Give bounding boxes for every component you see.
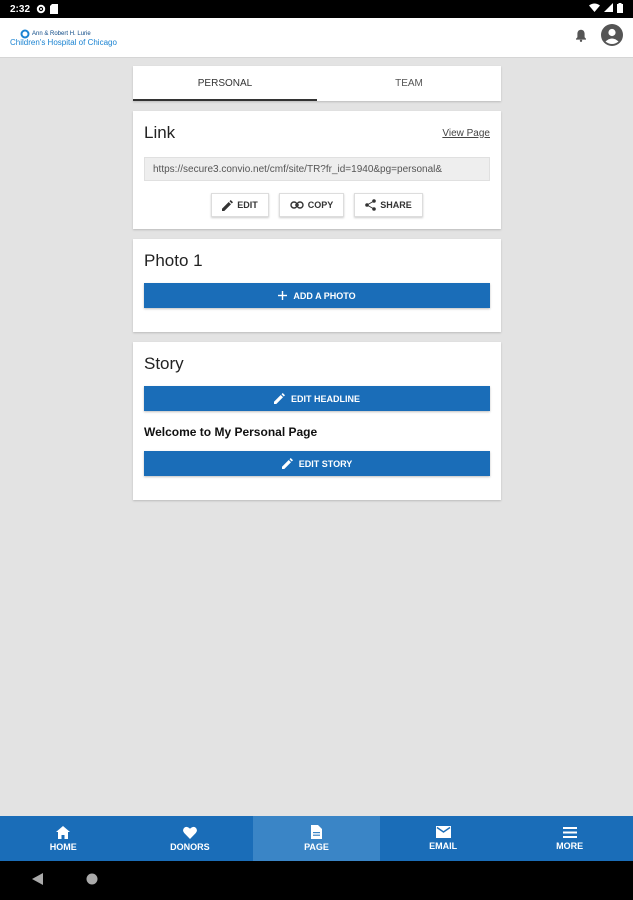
bottom-navigation — [0, 816, 633, 861]
pencil-icon — [274, 393, 285, 404]
photo-card-title: Photo 1 — [144, 251, 203, 270]
link-icon — [290, 201, 304, 209]
menu-icon — [563, 827, 577, 838]
link-card — [133, 111, 501, 229]
signal-icon — [604, 3, 613, 15]
nav-donors[interactable] — [127, 816, 254, 861]
pencil-icon — [282, 458, 293, 469]
edit-link-label: EDIT — [237, 200, 258, 210]
tab-personal[interactable]: PERSONAL — [133, 66, 317, 101]
edit-story-label: EDIT STORY — [298, 458, 353, 469]
heart-icon — [183, 826, 197, 839]
logo-line-1: Ann & Robert H. Lurie — [32, 30, 91, 37]
story-card-title: Story — [144, 354, 184, 373]
status-time: 2:32 — [10, 3, 31, 15]
nav-home-label: HOME — [49, 841, 77, 852]
battery-icon — [617, 3, 623, 16]
add-photo-button[interactable] — [144, 283, 490, 308]
main-content — [133, 66, 501, 500]
back-icon[interactable] — [32, 872, 44, 890]
link-card-title: Link — [144, 123, 176, 142]
email-icon — [436, 826, 451, 838]
nav-page-label: PAGE — [304, 842, 329, 852]
logo-mark-icon — [20, 29, 30, 39]
add-photo-label: ADD A PHOTO — [293, 290, 356, 301]
share-link-button[interactable] — [354, 193, 423, 217]
photo-card — [133, 239, 501, 332]
nav-home[interactable] — [0, 816, 127, 861]
edit-headline-label: EDIT HEADLINE — [290, 393, 360, 404]
page-url-field[interactable]: https://secure3.convio.net/cmf/site/TR?fr_id=1940&pg=personal& — [144, 157, 490, 181]
story-card — [133, 342, 501, 500]
nav-email[interactable] — [380, 816, 507, 861]
copy-link-button[interactable] — [279, 193, 345, 217]
sd-card-icon — [50, 4, 58, 14]
hospital-logo[interactable] — [10, 29, 117, 47]
nav-more[interactable] — [506, 816, 633, 861]
nav-donors-label: DONORS — [170, 841, 210, 852]
tab-team[interactable]: TEAM — [395, 78, 423, 89]
page-icon — [311, 825, 322, 839]
share-icon — [365, 199, 376, 211]
settings-icon — [36, 4, 46, 14]
edit-headline-button[interactable] — [144, 386, 490, 411]
page-tabs — [133, 66, 501, 101]
share-link-label: SHARE — [380, 200, 412, 210]
edit-link-button[interactable] — [211, 193, 269, 217]
copy-link-label: COPY — [307, 200, 334, 210]
app-header — [0, 18, 633, 58]
nav-more-label: MORE — [556, 840, 584, 851]
status-bar — [0, 0, 633, 18]
story-headline: Welcome to My Personal Page — [144, 425, 318, 439]
nav-page[interactable] — [253, 816, 380, 861]
notifications-bell-icon[interactable] — [575, 29, 587, 47]
pencil-icon — [222, 200, 233, 211]
wifi-icon — [589, 3, 600, 15]
system-navigation-bar — [0, 861, 633, 900]
nav-email-label: EMAIL — [429, 841, 458, 851]
edit-story-button[interactable] — [144, 451, 490, 476]
home-icon — [56, 826, 70, 839]
plus-icon — [278, 291, 287, 300]
home-circle-icon[interactable] — [86, 872, 98, 890]
account-avatar-icon[interactable] — [601, 24, 623, 51]
view-page-link[interactable]: View Page — [442, 127, 490, 139]
logo-line-2: Children's Hospital of Chicago — [10, 37, 117, 47]
